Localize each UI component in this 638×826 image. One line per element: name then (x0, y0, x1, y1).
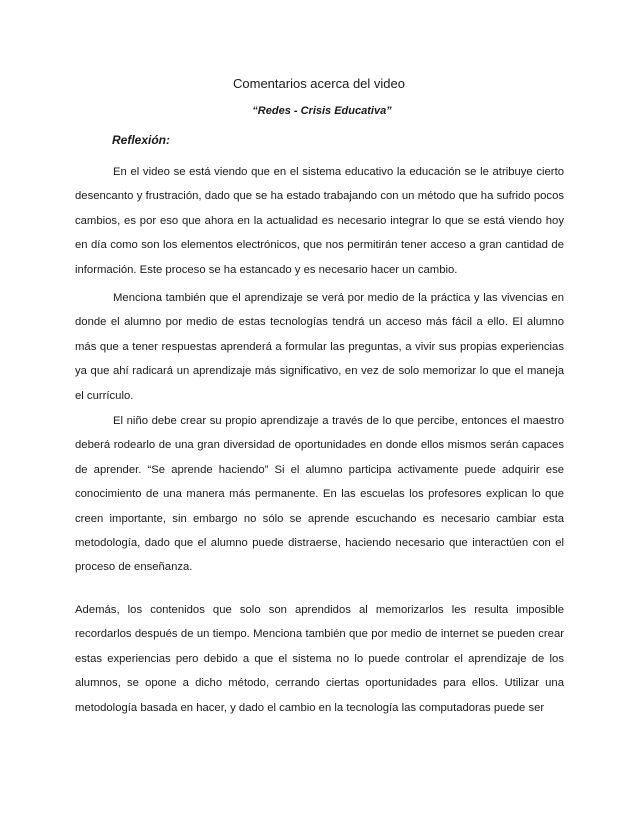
paragraph: El niño debe crear su propio aprendizaje a través de lo que percibe, entonces el maestro deberá rodearlo de una gran diversidad de oportunidades en donde ellos mismos serán capaces de aprender. “Se aprende haciendo” Si el alumno participa activamente puede adquirir ese conocimiento de una manera más permanente. En las escuelas los profesores explican lo que creen importante, sin embargo no sólo se aprende escuchando es necesario cambiar esta metodología, dado que el alumno puede distraerse, haciendo necesario que interactúen con el proceso de enseñanza. (75, 415, 564, 574)
document-title: Comentarios acerca del video (233, 76, 405, 91)
paragraph: En el video se está viendo que en el sistema educativo la educación se le atribuye cierto desencanto y frustración, dado que se ha estado trabajando con un método que ha sufrido pocos cambios, es por eso que ahora en la actualidad es necesario integrar lo que se está viendo hoy en día como son los elementos electrónicos, que nos permitirán tener acceso a gran cantidad de información. Este proceso se ha estancado y es necesario hacer un cambio. (75, 166, 564, 276)
section-heading: Reflexión: (112, 133, 171, 147)
paragraph: Además, los contenidos que solo son aprendidos al memorizarlos les resulta imposible recordarlos después de un tiempo. Menciona también que por medio de internet se pueden crear estas experiencias pero debido a que el sistema no lo puede controlar el aprendizaje de los alumnos, se opone a dicho método, cerrando ciertas oportunidades para ellos. Utilizar una metodología basada en hacer, y dado el cambio en la tecnología las computadoras puede ser (75, 604, 564, 714)
document-subtitle: “Redes - Crisis Educativa” (252, 105, 392, 117)
paragraph: Menciona también que el aprendizaje se verá por medio de la práctica y las vivencias en donde el alumno por medio de estas tecnologías tendrá un acceso más fácil a ello. El alumno más que a tener respuestas aprenderá a formular las preguntas, a vivir sus propias experiencias ya que ahí radicará un aprendizaje más significativo, en vez de solo memorizar lo que el maneja el currículo. (75, 292, 564, 402)
